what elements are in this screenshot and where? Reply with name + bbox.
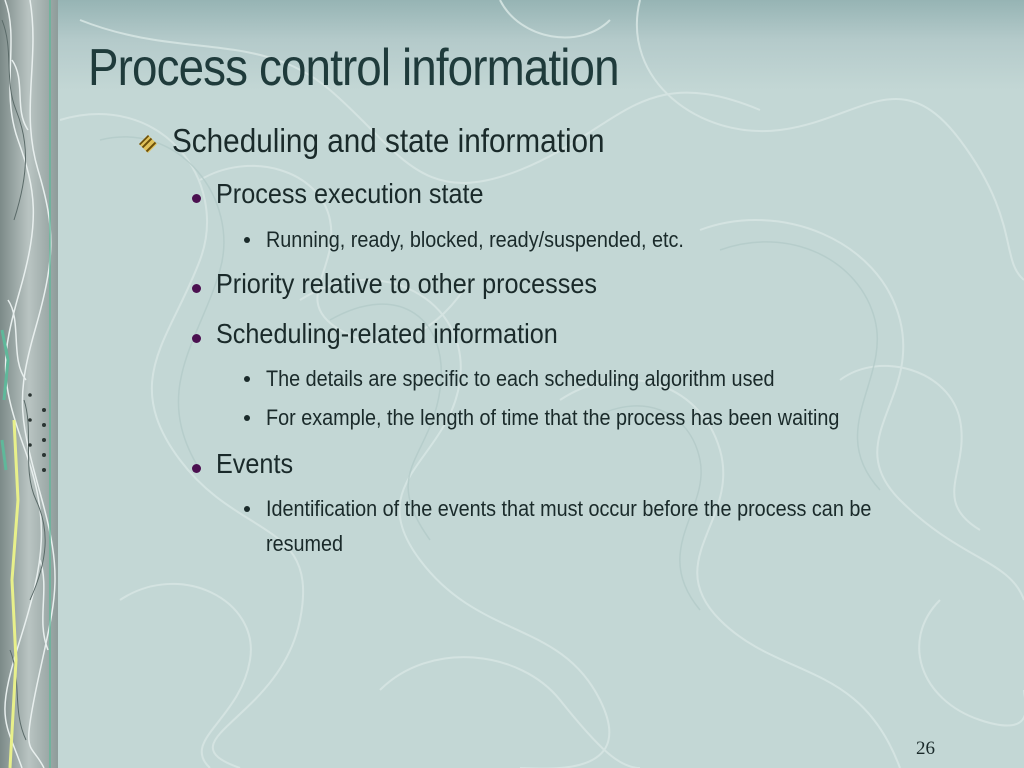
bullet-running-states: Running, ready, blocked, ready/suspended, etc. xyxy=(266,227,684,252)
bullet-details-specific: The details are specific to each scheduling algorithm used xyxy=(266,366,775,391)
small-dot-icon xyxy=(244,376,250,382)
purple-dot-icon xyxy=(192,194,201,203)
purple-dot-icon xyxy=(192,334,201,343)
bullet-process-execution-state: Process execution state xyxy=(216,178,484,209)
bullet-identification-events-continued: resumed xyxy=(266,531,344,556)
page-number: 26 xyxy=(916,738,935,759)
bullet-scheduling-related: Scheduling-related information xyxy=(216,318,558,349)
purple-dot-icon xyxy=(192,284,201,293)
small-dot-icon xyxy=(244,415,250,421)
bullet-priority: Priority relative to other processes xyxy=(216,268,597,299)
slide-title: Process control information xyxy=(88,39,619,97)
bullet-events: Events xyxy=(216,448,294,479)
purple-dot-icon xyxy=(192,464,201,473)
bullet-example-length: For example, the length of time that the process has been waiting xyxy=(266,405,840,430)
striped-diamond-icon xyxy=(138,134,158,154)
small-dot-icon xyxy=(244,506,250,512)
bullet-scheduling-state: Scheduling and state information xyxy=(172,122,605,159)
small-dot-icon xyxy=(244,237,250,243)
bullet-identification-events: Identification of the events that must occur before the process can be xyxy=(266,496,872,521)
